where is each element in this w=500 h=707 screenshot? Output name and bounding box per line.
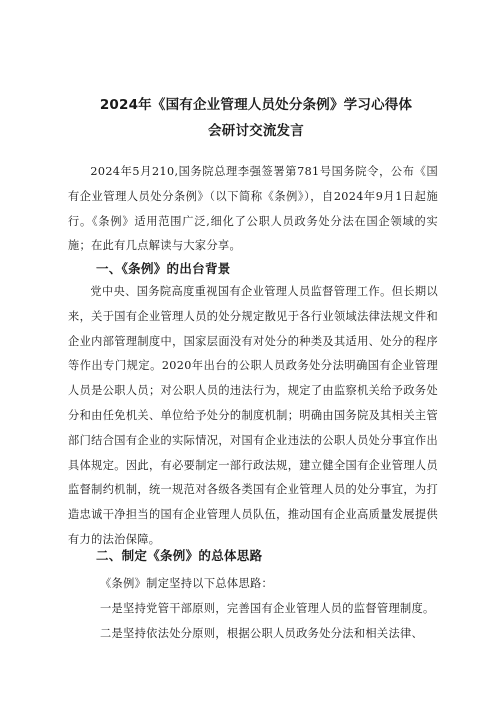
intro-paragraph: 2024年5月210,国务院总理李强签署第781号国务院令，公布《国有企业管理人员处分条例》（以下简称《条例》），自2024年9月1日起施行。《条例》适用范围广泛,细化了公职人员政务处分法在国企领域的实施；在此有几点解读与大家分享。 bbox=[68, 165, 438, 253]
document-title: 2024年《国有企业管理人员处分条例》学习心得体会研讨交流发言 bbox=[99, 97, 413, 139]
section-2-heading: 二、制定《条例》的总体思路 bbox=[96, 548, 263, 563]
section-1-heading: 一、《条例》的出台背景 bbox=[96, 261, 231, 276]
section-2-point-2: 二是坚持依法处分原则，根据公职人员政务处分法和相关法律、 bbox=[100, 627, 424, 640]
section-2-point-1: 一是坚持党管干部原则，完善国有企业管理人员的监督管理制度。 bbox=[100, 602, 435, 615]
section-2-lead: 《条例》制定坚持以下总体思路： bbox=[100, 577, 274, 590]
section-1-paragraph: 党中央、国务院高度重视国有企业管理人员监督管理工作。但长期以来，关于国有企业管理人员的处分规定散见于各行业领域法律法规文件和企业内部管理制度中，国家层面没有对处分的种类及其适用、处分的程序等作出专门规定。2020年出台的公职人员政务处分法明确国有企业管理人员是公职人员；对公职人员的违法行为，规定了由监察机关给予政务处分和由任免机关、单位给予处分的制度机制；明确由国务院及其相关主管部门结合国有企业的实际情况，对国有企业违法的公职人员处分事宜作出具体规定。因此，有必要制定一部行政法规，建立健全国有企业管理人员监督制约机制，统一规范对各级各类国有企业管理人员的处分事宜，为打造忠诚干净担当的国有企业管理人员队伍，推动国有企业高质量发展提供有力的法治保障。 bbox=[68, 285, 438, 546]
